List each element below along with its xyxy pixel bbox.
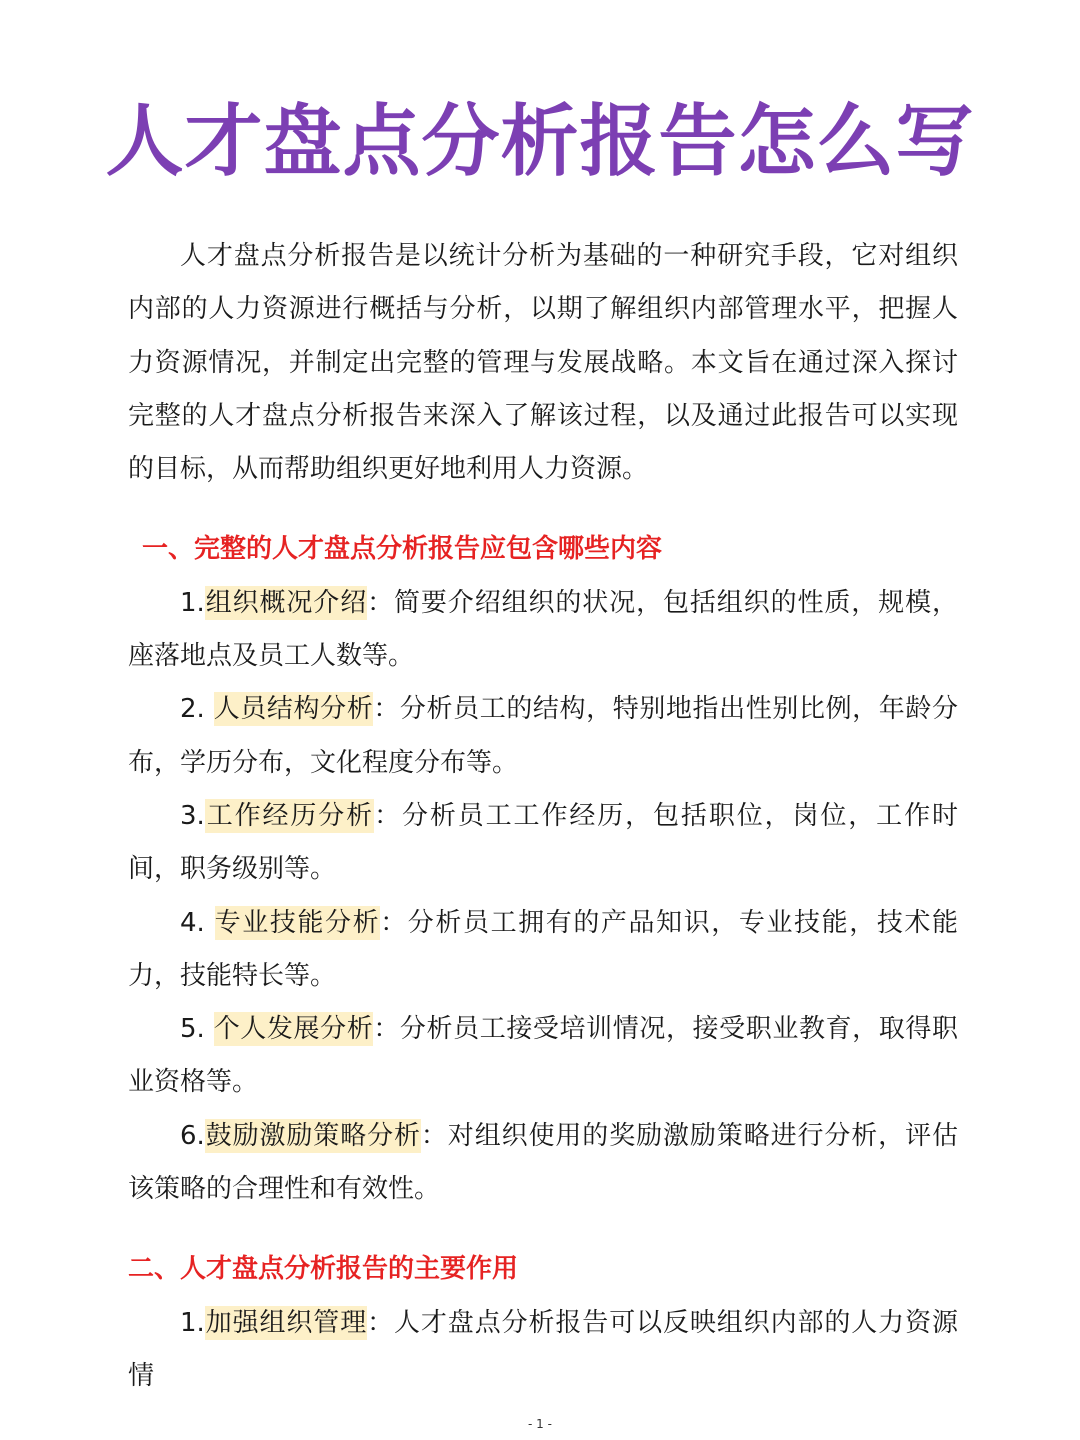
item-description: ：分析员工工作经历，包括职位，岗位，工作时间，职务级别等。 xyxy=(128,800,958,885)
section-1-item-3 xyxy=(128,790,958,897)
item-number: 1. xyxy=(180,587,205,618)
section-2-heading: 二、人才盘点分析报告的主要作用 xyxy=(128,1254,519,1285)
section-1-item-6 xyxy=(128,1110,958,1217)
item-description: ：分析员工接受培训情况，接受职业教育，取得职业资格等。 xyxy=(128,1014,958,1098)
document-title: 人才盘点分析报告怎么写 xyxy=(105,97,975,187)
item-number: 1. xyxy=(180,1307,205,1338)
item-term-highlight: 专业技能分析 xyxy=(214,907,381,938)
section-1-item-5 xyxy=(128,1003,958,1110)
document-body xyxy=(128,230,958,1403)
item-number: 3. xyxy=(180,800,205,831)
section-1-item-2 xyxy=(128,683,958,790)
section-1-heading: 一、完整的人才盘点分析报告应包含哪些内容 xyxy=(142,534,663,565)
item-term-highlight: 组织概况介绍 xyxy=(204,587,368,618)
item-description: ：分析员工拥有的产品知识，专业技能，技术能力，技能特长等。 xyxy=(128,907,958,991)
section-1-item-1 xyxy=(128,577,958,684)
item-number: 4. xyxy=(180,907,215,938)
item-number: 2. xyxy=(180,694,214,725)
page-number: - 1 - xyxy=(528,1417,552,1431)
item-number: 6. xyxy=(180,1120,205,1151)
item-description: ：对组织使用的奖励激励策略进行分析，评估该策略的合理性和有效性。 xyxy=(128,1120,958,1205)
section-1-item-4 xyxy=(128,897,958,1004)
item-term-highlight: 人员结构分析 xyxy=(213,694,374,725)
item-description: ：分析员工的结构，特别地指出性别比例，年龄分布，学历分布，文化程度分布等。 xyxy=(128,694,958,778)
section-2-item-1 xyxy=(128,1297,958,1404)
item-description: ：人才盘点分析报告可以反映组织内部的人力资源情 xyxy=(128,1307,958,1391)
item-term-highlight: 鼓励激励策略分析 xyxy=(204,1120,421,1151)
item-term-highlight: 个人发展分析 xyxy=(213,1014,374,1045)
intro-paragraph: 人才盘点分析报告是以统计分析为基础的一种研究手段，它对组织内部的人力资源进行概括与分析，以期了解组织内部管理水平，把握人力资源情况，并制定出完整的管理与发展战略。本文旨在通过深入探讨完整的人才盘点分析报告来深入了解该过程，以及通过此报告可以实现的目标，从而帮助组织更好地利用人力资源。 xyxy=(128,241,958,485)
item-term-highlight: 加强组织管理 xyxy=(204,1307,368,1338)
item-term-highlight: 工作经历分析 xyxy=(204,800,375,831)
item-description: ：简要介绍组织的状况，包括组织的性质，规模，座落地点及员工人数等。 xyxy=(128,587,958,672)
item-number: 5. xyxy=(180,1014,214,1045)
